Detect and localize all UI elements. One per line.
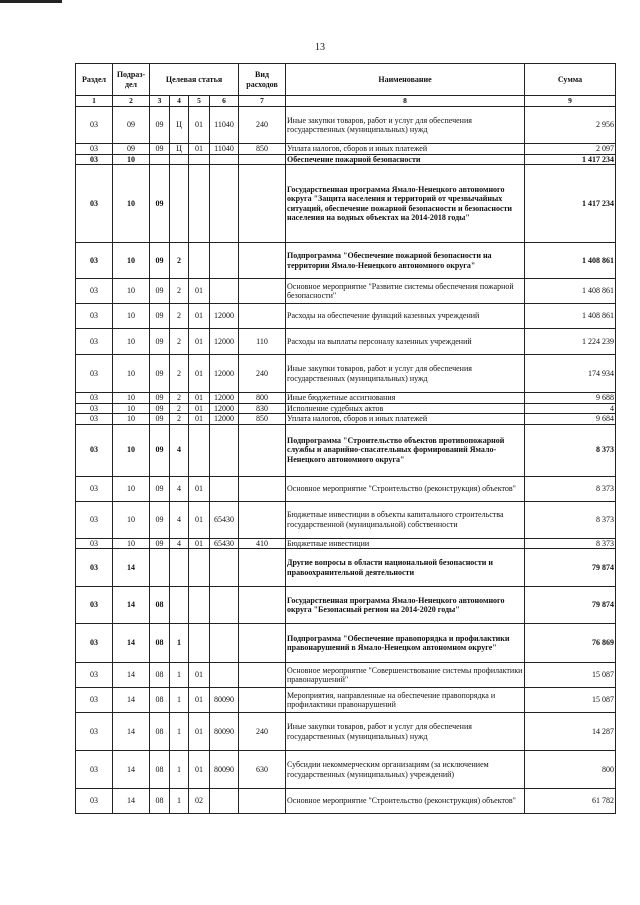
- cell-razdel: 03: [76, 424, 113, 476]
- cell-subprogram: 1: [170, 713, 189, 751]
- cell-direction: [210, 476, 239, 501]
- col-number: 9: [525, 96, 616, 107]
- cell-program: 08: [150, 751, 170, 789]
- cell-subprogram: 1: [170, 624, 189, 663]
- cell-event: 01: [189, 751, 210, 789]
- cell-event: [189, 624, 210, 663]
- cell-podrazdel: 14: [113, 789, 150, 814]
- cell-podrazdel: 09: [113, 144, 150, 155]
- cell-subprogram: 1: [170, 789, 189, 814]
- cell-summa: 15 087: [525, 663, 616, 688]
- cell-podrazdel: 14: [113, 713, 150, 751]
- header-podrazdel: Подраз-дел: [113, 64, 150, 96]
- cell-subprogram: 1: [170, 663, 189, 688]
- cell-summa: 79 874: [525, 587, 616, 624]
- cell-program: 09: [150, 329, 170, 355]
- table-row: [76, 501, 616, 538]
- cell-direction: [210, 624, 239, 663]
- cell-summa: 8 373: [525, 424, 616, 476]
- header-summa: Сумма: [525, 64, 616, 96]
- cell-naimenovanie: Субсидии некоммерческим организациям (за исключением государственных (муниципальных) учреждений): [286, 751, 525, 789]
- cell-subprogram: 2: [170, 414, 189, 425]
- cell-vid-raskhodov: [239, 476, 286, 501]
- budget-table: [75, 63, 616, 814]
- cell-summa: 1 408 861: [525, 304, 616, 329]
- cell-summa: 1 417 234: [525, 165, 616, 243]
- cell-podrazdel: 10: [113, 304, 150, 329]
- cell-naimenovanie: Подпрограмма "Строительство объектов противопожарной службы и аварийно-спасательных формирований Ямало-Ненецкого автономного округа": [286, 424, 525, 476]
- cell-program: [150, 549, 170, 587]
- table-row: [76, 549, 616, 587]
- cell-direction: 65430: [210, 538, 239, 549]
- cell-razdel: 03: [76, 329, 113, 355]
- cell-podrazdel: 14: [113, 587, 150, 624]
- cell-vid-raskhodov: [239, 165, 286, 243]
- cell-event: 01: [189, 688, 210, 713]
- cell-summa: 1 408 861: [525, 243, 616, 279]
- cell-podrazdel: 10: [113, 403, 150, 414]
- cell-razdel: 03: [76, 414, 113, 425]
- cell-program: 09: [150, 393, 170, 404]
- cell-podrazdel: 14: [113, 549, 150, 587]
- table-row: [76, 663, 616, 688]
- cell-subprogram: 2: [170, 243, 189, 279]
- cell-razdel: 03: [76, 688, 113, 713]
- table-row: [76, 279, 616, 304]
- cell-naimenovanie: Основное мероприятие "Строительство (реконструкция) объектов": [286, 476, 525, 501]
- cell-summa: 9 684: [525, 414, 616, 425]
- cell-direction: 80090: [210, 751, 239, 789]
- cell-event: [189, 424, 210, 476]
- cell-subprogram: 2: [170, 403, 189, 414]
- cell-podrazdel: 10: [113, 329, 150, 355]
- cell-program: 09: [150, 279, 170, 304]
- cell-naimenovanie: Основное мероприятие "Строительство (реконструкция) объектов": [286, 789, 525, 814]
- cell-program: 08: [150, 713, 170, 751]
- table-row: [76, 329, 616, 355]
- cell-vid-raskhodov: [239, 587, 286, 624]
- cell-subprogram: 1: [170, 688, 189, 713]
- cell-vid-raskhodov: [239, 663, 286, 688]
- cell-razdel: 03: [76, 587, 113, 624]
- cell-program: 09: [150, 165, 170, 243]
- cell-event: [189, 165, 210, 243]
- cell-summa: 800: [525, 751, 616, 789]
- cell-direction: 80090: [210, 713, 239, 751]
- cell-naimenovanie: Расходы на обеспечение функций казенных учреждений: [286, 304, 525, 329]
- cell-podrazdel: 10: [113, 424, 150, 476]
- cell-event: 01: [189, 414, 210, 425]
- cell-naimenovanie: Государственная программа Ямало-Ненецкого автономного округа "Безопасный регион на 2014-2020 годы": [286, 587, 525, 624]
- col-number: 4: [170, 96, 189, 107]
- cell-direction: 80090: [210, 688, 239, 713]
- cell-event: 01: [189, 713, 210, 751]
- cell-subprogram: [170, 154, 189, 165]
- cell-podrazdel: 10: [113, 279, 150, 304]
- table-row: [76, 304, 616, 329]
- cell-program: 09: [150, 304, 170, 329]
- header-razdel: Раздел: [76, 64, 113, 96]
- cell-program: 09: [150, 403, 170, 414]
- cell-razdel: 03: [76, 476, 113, 501]
- col-number: 2: [113, 96, 150, 107]
- cell-naimenovanie: Бюджетные инвестиции в объекты капитального строительства государственной (муниципальной) собственности: [286, 501, 525, 538]
- cell-razdel: 03: [76, 144, 113, 155]
- cell-program: 09: [150, 424, 170, 476]
- cell-razdel: 03: [76, 393, 113, 404]
- cell-summa: 2 097: [525, 144, 616, 155]
- cell-razdel: 03: [76, 403, 113, 414]
- cell-vid-raskhodov: 850: [239, 414, 286, 425]
- cell-naimenovanie: Исполнение судебных актов: [286, 403, 525, 414]
- cell-subprogram: 4: [170, 501, 189, 538]
- cell-vid-raskhodov: 110: [239, 329, 286, 355]
- cell-subprogram: 2: [170, 355, 189, 393]
- cell-vid-raskhodov: [239, 304, 286, 329]
- table-row: [76, 144, 616, 155]
- cell-podrazdel: 09: [113, 107, 150, 144]
- table-row: [76, 393, 616, 404]
- table-row: [76, 713, 616, 751]
- table-row: [76, 688, 616, 713]
- cell-subprogram: [170, 587, 189, 624]
- header-vid-raskhodov: Вид расходов: [239, 64, 286, 96]
- cell-program: 09: [150, 144, 170, 155]
- cell-program: 08: [150, 789, 170, 814]
- cell-direction: 65430: [210, 501, 239, 538]
- cell-vid-raskhodov: [239, 424, 286, 476]
- cell-vid-raskhodov: [239, 243, 286, 279]
- cell-naimenovanie: Иные закупки товаров, работ и услуг для обеспечения государственных (муниципальных) нужд: [286, 355, 525, 393]
- cell-vid-raskhodov: 830: [239, 403, 286, 414]
- cell-naimenovanie: Мероприятия, направленные на обеспечение правопорядка и профилактики правонарушений: [286, 688, 525, 713]
- cell-event: 01: [189, 279, 210, 304]
- cell-vid-raskhodov: [239, 624, 286, 663]
- cell-vid-raskhodov: [239, 154, 286, 165]
- cell-naimenovanie: Уплата налогов, сборов и иных платежей: [286, 414, 525, 425]
- cell-vid-raskhodov: 240: [239, 713, 286, 751]
- cell-podrazdel: 10: [113, 414, 150, 425]
- cell-program: 08: [150, 624, 170, 663]
- cell-direction: 11040: [210, 144, 239, 155]
- cell-direction: 12000: [210, 329, 239, 355]
- table-row: [76, 414, 616, 425]
- cell-program: 09: [150, 538, 170, 549]
- header-naimenovanie: Наименование: [286, 64, 525, 96]
- cell-summa: 9 688: [525, 393, 616, 404]
- table-row: [76, 243, 616, 279]
- cell-razdel: 03: [76, 713, 113, 751]
- cell-summa: 14 287: [525, 713, 616, 751]
- column-number-row: [76, 96, 616, 107]
- cell-vid-raskhodov: [239, 549, 286, 587]
- cell-subprogram: 2: [170, 279, 189, 304]
- cell-event: [189, 587, 210, 624]
- cell-naimenovanie: Иные бюджетные ассигнования: [286, 393, 525, 404]
- cell-naimenovanie: Обеспечение пожарной безопасности: [286, 154, 525, 165]
- cell-event: 02: [189, 789, 210, 814]
- cell-podrazdel: 10: [113, 393, 150, 404]
- cell-razdel: 03: [76, 279, 113, 304]
- col-number: 1: [76, 96, 113, 107]
- scan-corner-mark: [0, 0, 62, 3]
- cell-event: 01: [189, 304, 210, 329]
- cell-vid-raskhodov: [239, 279, 286, 304]
- table-row: [76, 624, 616, 663]
- cell-program: 09: [150, 476, 170, 501]
- cell-direction: 12000: [210, 414, 239, 425]
- cell-event: 01: [189, 355, 210, 393]
- cell-razdel: 03: [76, 789, 113, 814]
- cell-subprogram: 4: [170, 538, 189, 549]
- table-row: [76, 403, 616, 414]
- table-row: [76, 355, 616, 393]
- cell-summa: 76 869: [525, 624, 616, 663]
- col-number: 8: [286, 96, 525, 107]
- cell-program: 08: [150, 688, 170, 713]
- cell-summa: 61 782: [525, 789, 616, 814]
- table-row: [76, 476, 616, 501]
- cell-razdel: 03: [76, 751, 113, 789]
- cell-vid-raskhodov: 410: [239, 538, 286, 549]
- table-row: [76, 751, 616, 789]
- table-row: [76, 165, 616, 243]
- cell-event: 01: [189, 144, 210, 155]
- cell-razdel: 03: [76, 663, 113, 688]
- cell-podrazdel: 14: [113, 751, 150, 789]
- cell-subprogram: 2: [170, 304, 189, 329]
- cell-naimenovanie: Расходы на выплаты персоналу казенных учреждений: [286, 329, 525, 355]
- cell-podrazdel: 10: [113, 243, 150, 279]
- table-row: [76, 789, 616, 814]
- cell-naimenovanie: Государственная программа Ямало-Ненецкого автономного округа "Защита населения и территорий от чрезвычайных ситуаций, обеспечение пожарной безопасности и безопасности населения на водных объектах на 2014-2018 годы": [286, 165, 525, 243]
- col-number: 7: [239, 96, 286, 107]
- cell-summa: 79 874: [525, 549, 616, 587]
- cell-summa: 1 417 234: [525, 154, 616, 165]
- cell-program: 09: [150, 243, 170, 279]
- cell-program: 09: [150, 414, 170, 425]
- cell-naimenovanie: Подпрограмма "Обеспечение пожарной безопасности на территории Ямало-Ненецкого автономного округа": [286, 243, 525, 279]
- cell-program: 09: [150, 501, 170, 538]
- cell-podrazdel: 10: [113, 154, 150, 165]
- cell-event: 01: [189, 501, 210, 538]
- cell-summa: 174 934: [525, 355, 616, 393]
- cell-naimenovanie: Подпрограмма "Обеспечение правопорядка и профилактики правонарушений в Ямало-Ненецком автономном округе": [286, 624, 525, 663]
- cell-event: 01: [189, 329, 210, 355]
- table-header-row: [76, 64, 616, 96]
- cell-program: 09: [150, 355, 170, 393]
- cell-razdel: 03: [76, 624, 113, 663]
- cell-event: [189, 154, 210, 165]
- col-number: 6: [210, 96, 239, 107]
- cell-podrazdel: 10: [113, 476, 150, 501]
- cell-podrazdel: 14: [113, 663, 150, 688]
- cell-event: 01: [189, 393, 210, 404]
- cell-razdel: 03: [76, 154, 113, 165]
- cell-naimenovanie: Основное мероприятие "Развитие системы обеспечения пожарной безопасности": [286, 279, 525, 304]
- cell-summa: 1 224 239: [525, 329, 616, 355]
- cell-razdel: 03: [76, 304, 113, 329]
- cell-direction: 11040: [210, 107, 239, 144]
- table-row: [76, 424, 616, 476]
- cell-event: [189, 549, 210, 587]
- cell-direction: 12000: [210, 403, 239, 414]
- cell-razdel: 03: [76, 538, 113, 549]
- cell-razdel: 03: [76, 501, 113, 538]
- cell-naimenovanie: Бюджетные инвестиции: [286, 538, 525, 549]
- cell-program: [150, 154, 170, 165]
- cell-subprogram: Ц: [170, 107, 189, 144]
- cell-direction: [210, 243, 239, 279]
- col-number: 3: [150, 96, 170, 107]
- cell-program: 08: [150, 663, 170, 688]
- cell-razdel: 03: [76, 165, 113, 243]
- cell-direction: 12000: [210, 304, 239, 329]
- cell-podrazdel: 10: [113, 538, 150, 549]
- cell-vid-raskhodov: 850: [239, 144, 286, 155]
- table-row: [76, 538, 616, 549]
- cell-event: 01: [189, 538, 210, 549]
- cell-direction: [210, 663, 239, 688]
- cell-subprogram: 1: [170, 751, 189, 789]
- cell-subprogram: 4: [170, 424, 189, 476]
- cell-event: [189, 243, 210, 279]
- cell-vid-raskhodov: [239, 789, 286, 814]
- cell-program: 08: [150, 587, 170, 624]
- cell-podrazdel: 14: [113, 624, 150, 663]
- cell-naimenovanie: Иные закупки товаров, работ и услуг для обеспечения государственных (муниципальных) нужд: [286, 107, 525, 144]
- cell-vid-raskhodov: [239, 688, 286, 713]
- cell-vid-raskhodov: 240: [239, 107, 286, 144]
- cell-naimenovanie: Основное мероприятие "Совершенствование системы профилактики правонарушений": [286, 663, 525, 688]
- cell-razdel: 03: [76, 355, 113, 393]
- cell-direction: 12000: [210, 393, 239, 404]
- cell-vid-raskhodov: 800: [239, 393, 286, 404]
- cell-vid-raskhodov: 630: [239, 751, 286, 789]
- cell-razdel: 03: [76, 107, 113, 144]
- cell-summa: 8 373: [525, 501, 616, 538]
- table-body: [76, 107, 616, 814]
- cell-direction: [210, 549, 239, 587]
- cell-direction: [210, 587, 239, 624]
- cell-podrazdel: 10: [113, 501, 150, 538]
- cell-razdel: 03: [76, 549, 113, 587]
- cell-direction: [210, 165, 239, 243]
- cell-direction: 12000: [210, 355, 239, 393]
- cell-podrazdel: 10: [113, 165, 150, 243]
- cell-subprogram: [170, 165, 189, 243]
- table-row: [76, 107, 616, 144]
- cell-summa: 4: [525, 403, 616, 414]
- cell-summa: 8 373: [525, 476, 616, 501]
- cell-summa: 8 373: [525, 538, 616, 549]
- cell-direction: [210, 424, 239, 476]
- table-row: [76, 587, 616, 624]
- cell-event: 01: [189, 403, 210, 414]
- cell-program: 09: [150, 107, 170, 144]
- col-number: 5: [189, 96, 210, 107]
- cell-subprogram: [170, 549, 189, 587]
- cell-event: 01: [189, 107, 210, 144]
- cell-subprogram: 2: [170, 329, 189, 355]
- cell-subprogram: Ц: [170, 144, 189, 155]
- cell-summa: 15 087: [525, 688, 616, 713]
- cell-direction: [210, 154, 239, 165]
- cell-event: 01: [189, 663, 210, 688]
- cell-summa: 2 956: [525, 107, 616, 144]
- cell-direction: [210, 279, 239, 304]
- cell-vid-raskhodov: [239, 501, 286, 538]
- page-number: 13: [315, 42, 325, 53]
- cell-subprogram: 4: [170, 476, 189, 501]
- header-tselevaya-statya: Целевая статья: [150, 64, 239, 96]
- cell-event: 01: [189, 476, 210, 501]
- cell-vid-raskhodov: 240: [239, 355, 286, 393]
- cell-razdel: 03: [76, 243, 113, 279]
- cell-subprogram: 2: [170, 393, 189, 404]
- table-row: [76, 154, 616, 165]
- cell-naimenovanie: Другие вопросы в области национальной безопасности и правоохранительной деятельности: [286, 549, 525, 587]
- cell-naimenovanie: Иные закупки товаров, работ и услуг для обеспечения государственных (муниципальных) нужд: [286, 713, 525, 751]
- cell-podrazdel: 14: [113, 688, 150, 713]
- cell-summa: 1 408 861: [525, 279, 616, 304]
- cell-naimenovanie: Уплата налогов, сборов и иных платежей: [286, 144, 525, 155]
- cell-podrazdel: 10: [113, 355, 150, 393]
- cell-direction: [210, 789, 239, 814]
